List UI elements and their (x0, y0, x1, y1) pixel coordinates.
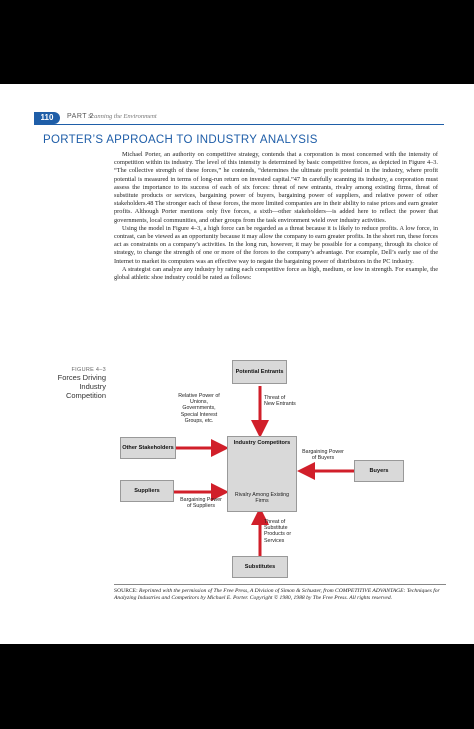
body-text (114, 151, 438, 282)
textbook-page (0, 84, 474, 644)
label-bargaining-suppliers: Bargaining Power of Suppliers (180, 497, 222, 510)
label-relative-power: Relative Power of Unions, Governments, Special Interest Groups, etc. (178, 393, 220, 424)
box-other-stakeholders: Other Stakeholders (120, 437, 176, 459)
forces-diagram (114, 360, 444, 578)
label-bargaining-buyers: Bargaining Power of Buyers (302, 449, 344, 462)
paragraph-3: A strategist can analyze any industry by rating each competitive force as high, medium, or low in strength. For example, the global athletic shoe industry could be rated as follows: (114, 265, 438, 282)
box-suppliers: Suppliers (120, 480, 174, 502)
source-prefix: SOURCE: (114, 588, 138, 594)
section-title: PORTER’S APPROACH TO INDUSTRY ANALYSIS (43, 134, 318, 146)
source-text: Reprinted with the permission of The Free Press, A Division of Simon & Schuster, from COMPETITIVE ADVANTAGE: Techniques for Analyzing Industries and Competitors by Michael E. Porter. Copyright © 1980, 1988 by The Free Press. All rights reserved. (114, 588, 440, 601)
box-potential-entrants: Potential Entrants (232, 360, 287, 384)
header-rule (34, 124, 444, 125)
label-threat-new-entrants: Threat of New Entrants (264, 395, 296, 408)
page-number-badge: 110 (34, 112, 60, 124)
figure-number: FIGURE 4–3 (71, 367, 106, 373)
box-substitutes: Substitutes (232, 556, 288, 578)
paragraph-1: Michael Porter, an authority on competitive strategy, contends that a corporation is most concerned with the intensity of competition within its industry. The level of this intensity is determined by basic competitive forces, as depicted in Figure 4–3. “The collective strength of these forces,” he contends, “determines the ultimate profit potential in the industry, where profit potential is measured in terms of long-run return on invested capital.”47 In carefully scanning its industry, a corporation must assess the importance to its success of each of six forces: threat of new entrants, rivalry among existing firms, threat of substitute products or services, bargaining power of buyers, bargaining power of suppliers, and relative power of other stakeholders.48 The stronger each of these forces, the more limited companies are in their ability to raise prices and earn greater profits. Although Porter mentions only five forces, a sixth—other stakeholders—is added here to reflect the power that governments, local communities, and other groups from the task environment wield over industry activities. (114, 151, 438, 224)
label-threat-substitutes: Threat of Substitute Products or Services (264, 519, 292, 544)
figure-caption (38, 367, 106, 400)
figure-title: Forces Driving Industry Competition (57, 373, 106, 400)
paragraph-2: Using the model in Figure 4–3, a high force can be regarded as a threat because it is likely to reduce profits. A low force, in contrast, can be viewed as an opportunity because it may allow the company to earn greater profits. In the short run, these forces act as constraints on a company’s activities. In the long run, however, it may be possible for a company, through its choice of strategy, to change the strength of one or more of the forces to the company’s advantage. For example, Dell’s early use of the Internet to market its computers was an effective way to negate the bargaining power of distributors in the PC industry. (114, 224, 438, 265)
running-header (0, 112, 474, 124)
part-label: PART 2 (67, 113, 94, 120)
industry-competitors-label: Industry Competitors (233, 440, 291, 446)
box-buyers: Buyers (354, 460, 404, 482)
figure-source-note (114, 584, 446, 602)
rivalry-label: Rivalry Among Existing Firms (234, 492, 290, 505)
part-title: Scanning the Environment (88, 113, 157, 120)
